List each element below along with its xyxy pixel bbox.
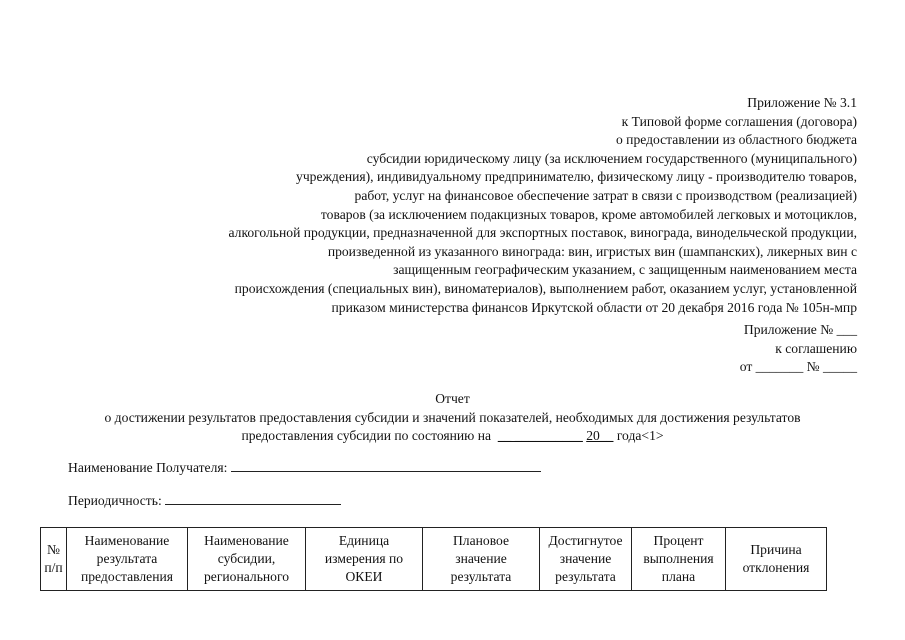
appendix-header-line: происхождения (специальных вин), виноматериалов), выполнением работ, оказанием услуг, установленной <box>234 280 857 296</box>
col-header-planned-value: Плановое значение результата <box>423 528 540 591</box>
results-table <box>40 527 827 591</box>
recipient-label: Наименование Получателя: <box>68 460 228 475</box>
report-title: Отчет <box>435 391 470 406</box>
agreement-label: к соглашению <box>775 340 857 356</box>
appendix-header-line: приказом министерства финансов Иркутской области от 20 декабря 2016 года № 105н-мпр <box>331 299 857 315</box>
appendix-header-line: алкогольной продукции, предназначенной для экспортных поставок, винограда, винодельческой продукции, <box>228 225 857 241</box>
periodicity-row <box>68 492 341 511</box>
agreement-appendix-number: Приложение № ___ <box>743 322 857 337</box>
report-date-prefix: предоставления субсидии по состоянию на <box>241 428 492 444</box>
report-date-blank: __ __________ <box>497 428 583 444</box>
report-subtitle: о достижении результатов предоставления субсидии и значений показателей, необходимых для достижения результатов <box>104 409 801 425</box>
report-subtitle-date-line <box>0 427 905 446</box>
col-header-unit: Единица измерения по ОКЕИ <box>306 528 423 591</box>
agreement-date-number: от _______ № _____ <box>739 359 857 375</box>
recipient-blank[interactable] <box>231 459 541 472</box>
appendix-header <box>97 94 857 317</box>
appendix-header-line: учреждения), индивидуальному предпринимателю, физическому лицу - производителю товаров, <box>296 169 857 185</box>
col-header-subsidy-name: Наименование субсидии, регионального <box>188 528 306 591</box>
appendix-header-line: товаров (за исключением подакцизных товаров, кроме автомобилей легковых и мотоциклов, <box>320 206 857 222</box>
appendix-header-line: субсидии юридическому лицу (за исключением государственного (муниципального) <box>366 150 857 166</box>
appendix-header-line: произведенной из указанного винограда: вин, игристых вин (шампанских), ликерных вин с <box>327 243 857 259</box>
report-date-suffix: года<1> <box>616 428 664 444</box>
col-header-number: № п/п <box>41 528 67 591</box>
recipient-row <box>68 459 541 478</box>
col-header-result-name: Наименование результата предоставления <box>67 528 188 591</box>
report-year-blank: 20__ <box>586 428 614 444</box>
appendix-header-line: о предоставлении из областного бюджета <box>615 132 857 148</box>
table-header-row <box>41 528 827 591</box>
report-title-block <box>0 390 905 446</box>
periodicity-label: Периодичность: <box>68 493 162 508</box>
col-header-deviation-reason: Причина отклонения <box>726 528 827 591</box>
appendix-header-line: работ, услуг на финансовое обеспечение затрат в связи с производством (реализацией) <box>354 187 857 203</box>
appendix-header-line: Приложение № 3.1 <box>747 95 857 110</box>
agreement-reference <box>557 321 857 377</box>
periodicity-blank[interactable] <box>165 492 341 505</box>
col-header-completion-percent: Процент выполнения плана <box>632 528 726 591</box>
appendix-header-line: к Типовой форме соглашения (договора) <box>621 113 857 129</box>
col-header-achieved-value: Достигнутое значение результата <box>540 528 632 591</box>
appendix-header-line: защищенным географическим указанием, с защищенным наименованием места <box>393 262 857 278</box>
